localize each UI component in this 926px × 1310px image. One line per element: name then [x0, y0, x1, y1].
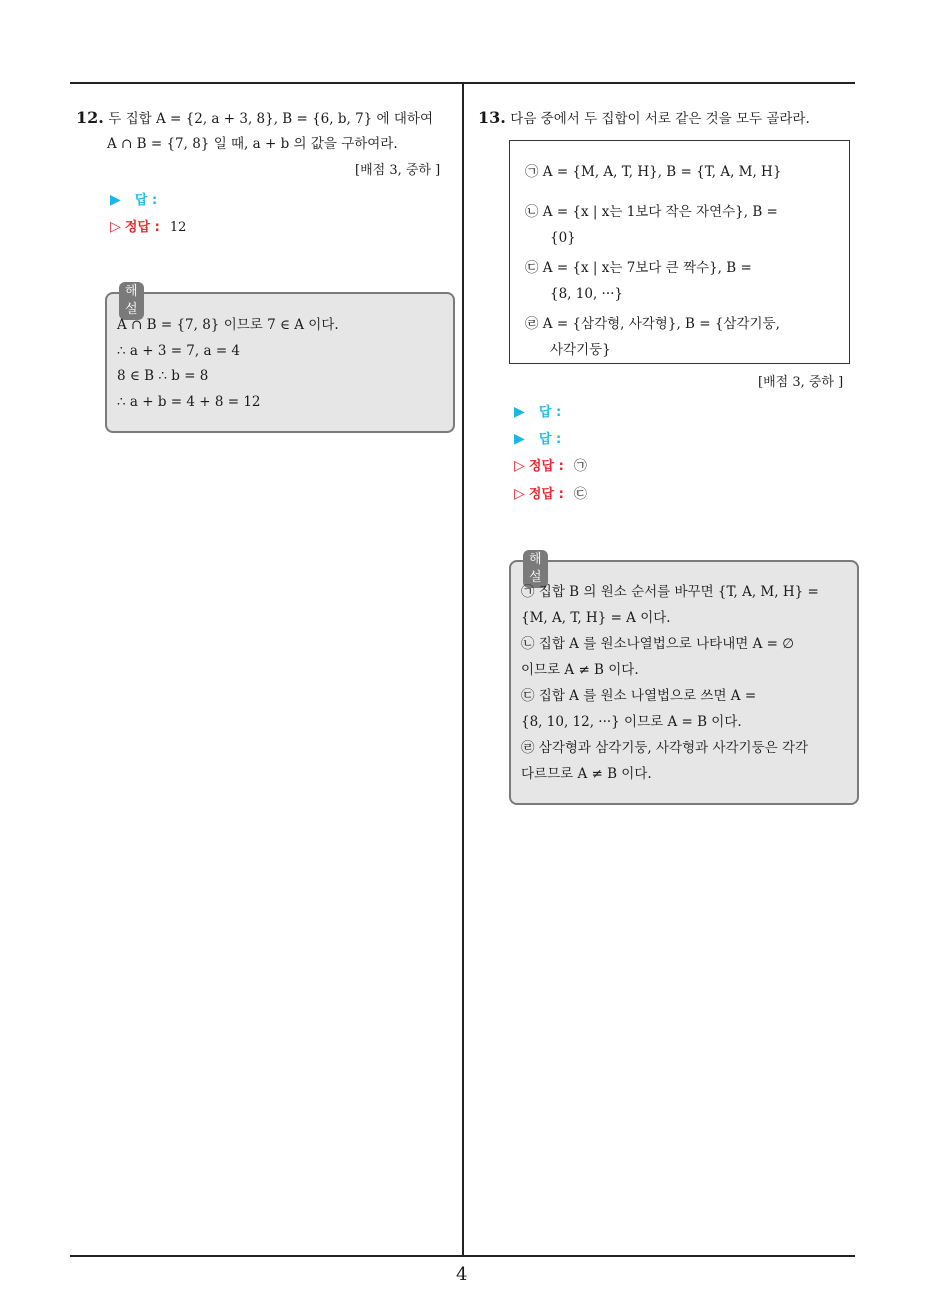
page-number: 4 — [456, 1264, 468, 1285]
q12-solution-line: 8 ∈ B ∴ b = 8 — [117, 368, 209, 384]
q12-number: 12. — [76, 108, 104, 127]
q13-solution-line: {M, A, T, H} = A 이다. — [521, 610, 671, 626]
q13-option-line: {0} — [550, 230, 576, 246]
q12-correct-row — [110, 217, 186, 238]
q13-question-row — [478, 108, 810, 129]
q13-option-line: 사각기둥} — [550, 342, 611, 358]
correct-triangle-icon: ▷ — [514, 486, 525, 502]
q12-solution-line: ∴ a + b = 4 + 8 = 12 — [117, 394, 261, 410]
q13-number: 13. — [478, 108, 506, 127]
bottom-rule — [70, 1255, 855, 1257]
q12-correct-value: 12 — [169, 220, 187, 235]
q12-text-line1: 두 집합 A = {2, a + 3, 8}, B = {6, b, 7} 에 대하여 — [108, 111, 434, 127]
q13-correct-label: 정답 : — [528, 487, 564, 502]
q13-correct-value: ㉠ — [573, 459, 587, 474]
q12-line1-row — [76, 108, 433, 129]
correct-triangle-icon: ▷ — [514, 458, 525, 474]
q13-option-line: ㉡ A = {x | x는 1보다 작은 자연수}, B = — [525, 204, 778, 220]
q13-correct-row-2 — [514, 484, 587, 505]
q13-solution-line: 다르므로 A ≠ B 이다. — [521, 766, 652, 782]
q12-score: [배점 3, 중하 ] — [355, 163, 441, 178]
q13-solution-line: ㉠ 집합 B 의 원소 순서를 바꾸면 {T, A, M, H} = — [521, 584, 819, 600]
q13-solution-line: ㉡ 집합 A 를 원소나열법으로 나타내면 A = ∅ — [521, 636, 794, 652]
q13-solution-line: ㉢ 집합 A 를 원소 나열법으로 쓰면 A = — [521, 688, 757, 704]
q13-solution-line: 이므로 A ≠ B 이다. — [521, 662, 639, 678]
q12-text-line2: A ∩ B = {7, 8} 일 때, a + b 의 값을 구하여라. — [107, 136, 398, 152]
q12-answer-row[interactable] — [110, 190, 157, 211]
answer-triangle-icon: ▶ — [110, 192, 121, 208]
q13-solution-line: ㉣ 삼각형과 삼각기둥, 사각형과 사각기둥은 각각 — [521, 740, 809, 756]
q13-option-line: {8, 10, ···} — [550, 286, 623, 302]
q12-correct-label: 정답 : — [124, 220, 160, 235]
q12-solution-line: ∴ a + 3 = 7, a = 4 — [117, 343, 241, 359]
q13-correct-value: ㉢ — [573, 487, 587, 502]
q13-option-line: ㉢ A = {x | x는 7보다 큰 짝수}, B = — [525, 260, 752, 276]
q13-answer-label: 답 : — [538, 405, 562, 420]
q12-answer-label: 답 : — [134, 193, 158, 208]
q13-option-line: ㉣ A = {삼각형, 사각형}, B = {삼각기둥, — [525, 316, 780, 332]
q12-solution-tag: 해설 — [119, 282, 144, 320]
answer-triangle-icon: ▶ — [514, 431, 525, 447]
q13-correct-label: 정답 : — [528, 459, 564, 474]
q13-option-line: ㉠ A = {M, A, T, H}, B = {T, A, M, H} — [525, 164, 782, 180]
q13-solution-line: {8, 10, 12, ···} 이므로 A = B 이다. — [521, 714, 742, 730]
q13-correct-row-1 — [514, 456, 587, 477]
q13-solution-tag: 해설 — [523, 550, 548, 588]
column-divider — [462, 82, 464, 1256]
q13-question-text: 다음 중에서 두 집합이 서로 같은 것을 모두 골라라. — [510, 111, 810, 127]
q13-answer-row-2[interactable] — [514, 429, 561, 450]
answer-triangle-icon: ▶ — [514, 404, 525, 420]
correct-triangle-icon: ▷ — [110, 219, 121, 235]
q13-answer-row-1[interactable] — [514, 402, 561, 423]
q13-answer-label: 답 : — [538, 432, 562, 447]
q13-score: [배점 3, 중하 ] — [758, 375, 844, 390]
q12-solution-line: A ∩ B = {7, 8} 이므로 7 ∈ A 이다. — [117, 317, 339, 333]
